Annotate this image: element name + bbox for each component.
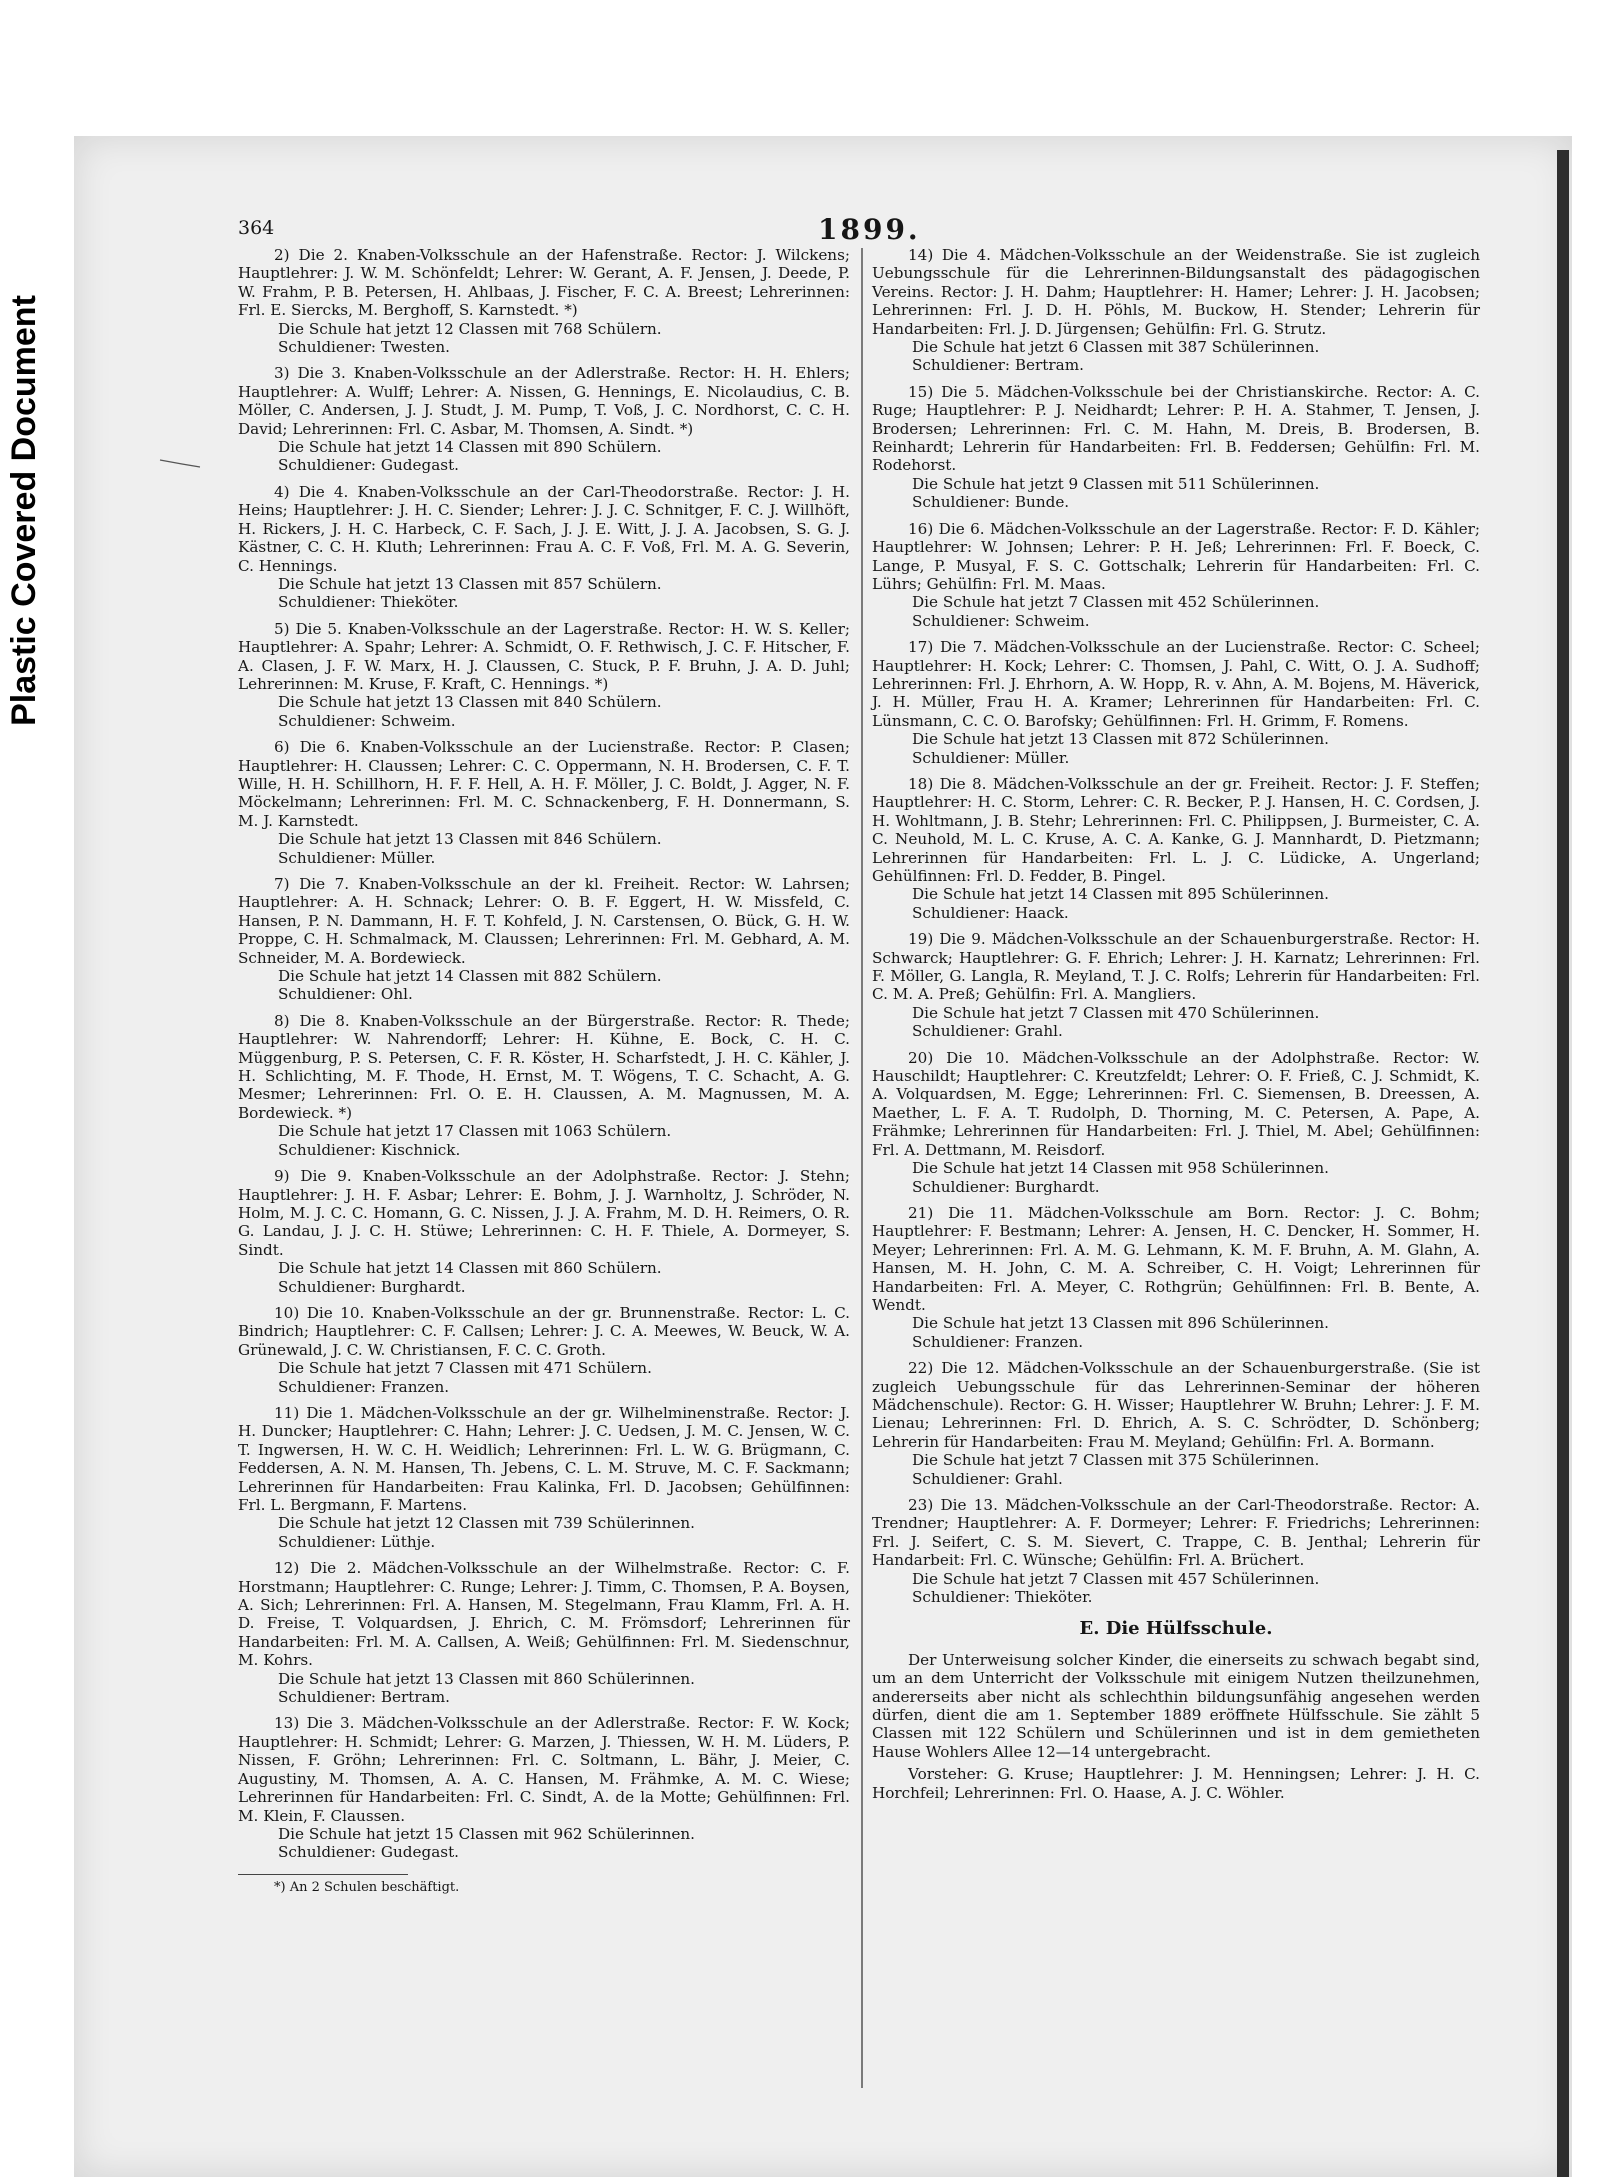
school-entry bbox=[238, 738, 850, 867]
school-staff: 15) Die 5. Mädchen-Volksschule bei der Christianskirche. Rector: A. C. Ruge; Hauptlehrer: P. J. Neidhardt; Lehrer: P. H. A. Stahmer, T. Jensen, J. Brodersen; Lehrerinnen: Frl. C. M. Hahn, M. Dreis, B. Brodersen, B. Reinhardt; Lehrerin für Handarbeiten: Frl. B. Feddersen; Gehülfin: Frl. M. Rodehorst. bbox=[872, 382, 1480, 475]
school-servant: Schuldiener: Burghardt. bbox=[912, 1177, 1100, 1196]
school-servant: Schuldiener: Gudegast. bbox=[278, 456, 459, 475]
school-entry bbox=[872, 1359, 1480, 1488]
school-staff: 5) Die 5. Knaben-Volksschule an der Lagerstraße. Rector: H. W. S. Keller; Hauptlehrer: A. Spahr; Lehrer: A. Schmidt, O. F. Rethwisch, J. C. F. Hitscher, F. A. Clasen, J. F. W. Marx, H. J. Claussen, C. Stuck, P. F. Bruhn, J. A. D. Juhl; Lehrerinnen: M. Kruse, F. Kraft, C. Hennings. *) bbox=[238, 619, 850, 693]
section-body: Der Unterweisung solcher Kinder, die einerseits zu schwach begabt sind, um an dem Unterricht der Volksschule mit einigem Nutzen theilzunehmen, andererseits aber nicht als schlechthin bildungsunfähig angesehen werden dürfen, dient die am 1. September 1889 eröffnete Hülfsschule. Sie zählt 5 Classen mit 122 Schülern und Schülerinnen und ist in dem gemietheten Hause Wohlers Allee 12—14 untergebracht. bbox=[872, 1650, 1480, 1761]
school-count: Die Schule hat jetzt 13 Classen mit 857 Schülern. bbox=[278, 574, 662, 593]
school-staff: 20) Die 10. Mädchen-Volksschule an der Adolphstraße. Rector: W. Hauschildt; Hauptlehrer: C. Kreutzfeldt; Lehrer: O. F. Frieß, C. J. Schmidt, K. A. Volquardsen, M. Egge; Lehrerinnen: Frl. C. Siemensen, B. Dreessen, A. Maether, L. F. A. T. Rudolph, D. Thorning, M. C. Petersen, A. Pape, A. Frähmke; Lehrerinnen für Handarbeiten: Frl. J. Thiel, M. Abel; Gehülfinnen: Frl. A. Dettmann, M. Reisdorf. bbox=[872, 1048, 1480, 1159]
school-entry bbox=[238, 620, 850, 730]
school-count: Die Schule hat jetzt 7 Classen mit 457 Schülerinnen. bbox=[912, 1569, 1320, 1588]
school-staff: 18) Die 8. Mädchen-Volksschule an der gr. Freiheit. Rector: J. F. Steffen; Hauptlehrer: H. C. Storm, Lehrer: C. R. Becker, P. J. Hansen, H. C. Cordsen, J. H. Wohltmann, J. B. Stehr; Lehrerinnen: Frl. C. Philippsen, J. Burmeister, C. A. C. Neuhold, M. L. C. Kruse, A. C. A. Kanke, G. J. Mannhardt, D. Pietzmann; Lehrerinnen für Handarbeiten: Frl. L. J. C. Lüdicke, A. Ungerland; Gehülfinnen: Frl. D. Fedder, B. Pingel. bbox=[872, 774, 1480, 885]
school-count: Die Schule hat jetzt 7 Classen mit 375 Schülerinnen. bbox=[912, 1451, 1320, 1470]
school-servant: Schuldiener: Bertram. bbox=[912, 356, 1084, 375]
school-count: Die Schule hat jetzt 13 Classen mit 846 Schülern. bbox=[278, 830, 662, 849]
school-count: Die Schule hat jetzt 12 Classen mit 768 Schülern. bbox=[278, 319, 662, 338]
school-servant: Schuldiener: Franzen. bbox=[278, 1377, 450, 1396]
school-servant: Schuldiener: Bertram. bbox=[278, 1688, 450, 1707]
school-servant: Schuldiener: Schweim. bbox=[278, 711, 456, 730]
school-entry bbox=[872, 775, 1480, 922]
school-count: Die Schule hat jetzt 7 Classen mit 471 Schülern. bbox=[278, 1359, 652, 1378]
school-servant: Schuldiener: Grahl. bbox=[912, 1469, 1063, 1488]
school-count: Die Schule hat jetzt 6 Classen mit 387 Schülerinnen. bbox=[912, 338, 1320, 357]
school-entry bbox=[238, 246, 850, 356]
pencil-mark bbox=[158, 458, 202, 468]
school-servant: Schuldiener: Müller. bbox=[912, 748, 1070, 767]
school-staff: 16) Die 6. Mädchen-Volksschule an der Lagerstraße. Rector: F. D. Kähler; Hauptlehrer: W. Johnsen; Lehrer: P. H. Jeß; Lehrerinnen: Frl. F. Boeck, C. Lange, P. Musyal, F. S. C. Gottschalk; Lehrerin für Handarbeiten: Frl. C. Lührs; Gehülfin: Frl. M. Maas. bbox=[872, 519, 1480, 593]
school-servant: Schuldiener: Bunde. bbox=[912, 493, 1070, 512]
school-staff: 13) Die 3. Mädchen-Volksschule an der Adlerstraße. Rector: F. W. Kock; Hauptlehrer: H. Schmidt; Lehrer: G. Marzen, J. Thiessen, W. H. M. Lüders, P. Nissen, F. Gröhn; Lehrerinnen: Frl. C. Soltmann, L. Bähr, J. Meier, C. Augustiny, M. Thomsen, A. A. C. Hansen, M. Frähmke, A. M. C. Wiese; Lehrerinnen für Handarbeiten: Frl. C. Sindt, A. de la Motte; Gehülfinnen: Frl. M. Klein, F. Claussen. bbox=[238, 1714, 850, 1825]
school-count: Die Schule hat jetzt 12 Classen mit 739 Schülerinnen. bbox=[278, 1514, 695, 1533]
school-count: Die Schule hat jetzt 7 Classen mit 452 Schülerinnen. bbox=[912, 593, 1320, 612]
school-entry bbox=[872, 383, 1480, 512]
school-staff: 23) Die 13. Mädchen-Volksschule an der Carl-Theodorstraße. Rector: A. Trendner; Hauptlehrer: A. F. Dormeyer; Lehrer: F. Friedrichs; Lehrerinnen: Frl. J. Seifert, C. S. M. Sievert, C. Trappe, C. B. Jenthal; Lehrerin für Handarbeit: Frl. C. Wünsche; Gehülfin: Frl. A. Brüchert. bbox=[872, 1496, 1480, 1570]
school-count: Die Schule hat jetzt 13 Classen mit 840 Schülern. bbox=[278, 693, 662, 712]
school-servant: Schuldiener: Ohl. bbox=[278, 985, 413, 1004]
school-staff: 3) Die 3. Knaben-Volksschule an der Adlerstraße. Rector: H. H. Ehlers; Hauptlehrer: A. Wulff; Lehrer: A. Nissen, G. Hennings, E. Nicolaudius, C. B. Möller, C. Andersen, J. J. Studt, J. M. Pump, T. Voß, J. C. Nordhorst, C. C. H. David; Lehrerinnen: Frl. C. Asbar, M. Thomsen, A. Sindt. *) bbox=[238, 364, 850, 438]
school-count: Die Schule hat jetzt 13 Classen mit 896 Schülerinnen. bbox=[912, 1314, 1329, 1333]
school-entry bbox=[872, 1049, 1480, 1196]
school-count: Die Schule hat jetzt 14 Classen mit 860 Schülern. bbox=[278, 1259, 662, 1278]
school-entry bbox=[872, 930, 1480, 1040]
right-column bbox=[872, 246, 1480, 1802]
school-count: Die Schule hat jetzt 13 Classen mit 872 Schülerinnen. bbox=[912, 730, 1329, 749]
school-staff: 22) Die 12. Mädchen-Volksschule an der Schauenburgerstraße. (Sie ist zugleich Uebungsschule für das Lehrerinnen-Seminar der höheren Mädchenschule). Rector: G. H. Wisser; Hauptlehrer W. Bruhn; Lehrer: J. F. M. Lienau; Lehrerinnen: Frl. D. Ehrich, A. S. C. Schrödter, D. Schönberg; Lehrerin für Handarbeiten: Frau M. Meyland; Gehülfin: Frl. A. Bormann. bbox=[872, 1359, 1480, 1451]
page-edge bbox=[1557, 150, 1569, 2177]
footnote: *) An 2 Schulen beschäftigt. bbox=[274, 1879, 460, 1895]
school-servant: Schuldiener: Burghardt. bbox=[278, 1277, 466, 1296]
footnote-rule bbox=[238, 1874, 408, 1875]
school-entry bbox=[872, 1204, 1480, 1351]
page-number: 364 bbox=[238, 217, 275, 239]
school-count: Die Schule hat jetzt 14 Classen mit 958 Schülerinnen. bbox=[912, 1159, 1329, 1178]
school-entry bbox=[238, 1304, 850, 1396]
school-entry bbox=[872, 638, 1480, 767]
school-staff: 6) Die 6. Knaben-Volksschule an der Lucienstraße. Rector: P. Clasen; Hauptlehrer: H. Claussen; Lehrer: C. C. Oppermann, N. H. Brodersen, C. F. T. Wille, H. H. Schillhorn, H. F. F. Hell, A. H. F. Möller, J. C. Boldt, J. Agger, N. F. Möckelmann; Lehrerinnen: Frl. M. C. Schnackenberg, F. H. Donnermann, S. M. J. Karnstedt. bbox=[238, 738, 850, 830]
school-staff: 19) Die 9. Mädchen-Volksschule an der Schauenburgerstraße. Rector: H. Schwarck; Hauptlehrer: G. F. Ehrich; Lehrer: J. H. Karnatz; Lehrerinnen: Frl. F. Möller, G. Langla, R. Meyland, T. J. C. Rolfs; Lehrerin für Handarbeiten: Frl. C. M. A. Preß; Gehülfin: Frl. A. Mangliers. bbox=[872, 930, 1480, 1004]
school-servant: Schuldiener: Thieköter. bbox=[278, 593, 459, 612]
school-entry bbox=[238, 483, 850, 612]
school-staff: 11) Die 1. Mädchen-Volksschule an der gr. Wilhelminenstraße. Rector: J. H. Duncker; Hauptlehrer: C. Hahn; Lehrer: J. C. Uedsen, J. M. C. Jensen, W. C. T. Ingwersen, H. W. C. H. Weidlich; Lehrerinnen: Frl. L. W. G. Brügmann, C. Feddersen, A. N. M. Hansen, Th. Jebens, C. L. M. Struve, M. C. F. Sackmann; Lehrerinnen für Handarbeiten: Frau Kalinka, Frl. D. Jacobsen; Gehülfinnen: Frl. L. Bergmann, F. Martens. bbox=[238, 1403, 850, 1514]
school-staff: 8) Die 8. Knaben-Volksschule an der Bürgerstraße. Rector: R. Thede; Hauptlehrer: W. Nahrendorff; Lehrer: H. Kühne, E. Bock, C. H. C. Müggenburg, P. S. Petersen, C. F. R. Köster, H. Scharfstedt, J. H. C. Kähler, J. H. Schlichting, M. F. Thode, H. Ernst, M. T. Wögens, T. C. Schacht, A. G. Mesmer; Lehrerinnen: Frl. O. E. H. Claussen, A. M. Magnussen, M. A. Bordewieck. *) bbox=[238, 1011, 850, 1122]
school-count: Die Schule hat jetzt 7 Classen mit 470 Schülerinnen. bbox=[912, 1003, 1320, 1022]
school-staff: 7) Die 7. Knaben-Volksschule an der kl. Freiheit. Rector: W. Lahrsen; Hauptlehrer: A. H. Schnack; Lehrer: O. B. F. Eggert, H. W. Missfeld, C. Hansen, P. N. Dammann, H. F. T. Kohfeld, J. N. Carstensen, O. Bück, G. H. W. Proppe, C. H. Schmalmack, M. Claussen; Lehrerinnen: Frl. M. Gebhard, A. M. Schneider, M. A. Bordewieck. bbox=[238, 875, 850, 967]
side-label bbox=[0, 200, 48, 820]
school-count: Die Schule hat jetzt 9 Classen mit 511 Schülerinnen. bbox=[912, 474, 1320, 493]
school-staff: 4) Die 4. Knaben-Volksschule an der Carl-Theodorstraße. Rector: J. H. Heins; Hauptlehrer: J. H. C. Siender; Lehrer: J. J. C. Schnitger, F. C. J. Willhöft, H. Rickers, J. H. C. Harbeck, C. F. Sach, J. J. E. Witt, J. J. A. Jacobsen, S. G. J. Kästner, C. C. H. Kluth; Lehrerinnen: Frau A. C. F. Voß, Frl. M. A. G. Severin, C. Hennings. bbox=[238, 482, 850, 575]
right-entries bbox=[872, 246, 1480, 1606]
school-entry bbox=[872, 246, 1480, 375]
school-staff: 17) Die 7. Mädchen-Volksschule an der Lucienstraße. Rector: C. Scheel; Hauptlehrer: H. Kock; Lehrer: C. Thomsen, J. Pahl, C. Witt, O. J. A. Sudhoff; Lehrerinnen: Frl. J. Ehrhorn, A. W. Hopp, R. v. Ahn, A. M. Bojens, M. Häverick, J. H. Müller, Frau H. A. Kramer; Lehrerinnen für Handarbeiten: Frl. C. Lünsmann, C. C. O. Barofsky; Gehülfinnen: Frl. H. Grimm, F. Romens. bbox=[872, 638, 1480, 730]
school-servant: Schuldiener: Franzen. bbox=[912, 1332, 1084, 1351]
school-entry bbox=[238, 1404, 850, 1551]
school-servant: Schuldiener: Thieköter. bbox=[912, 1588, 1093, 1607]
school-staff: 14) Die 4. Mädchen-Volksschule an der Weidenstraße. Sie ist zugleich Uebungsschule für die Lehrerinnen-Bildungsanstalt des pädagogischen Vereins. Rector: J. H. Dahm; Hauptlehrer: H. Hamer; Lehrer: J. H. Jacobsen; Lehrerinnen: Frl. J. D. H. Pöhls, M. Buckow, H. Stender; Lehrerin für Handarbeiten: Frl. J. D. Jürgensen; Gehülfin: Frl. G. Strutz. bbox=[872, 246, 1480, 338]
school-entry bbox=[872, 520, 1480, 630]
school-entry bbox=[238, 875, 850, 1004]
school-count: Die Schule hat jetzt 14 Classen mit 882 Schülern. bbox=[278, 967, 662, 986]
school-servant: Schuldiener: Müller. bbox=[278, 848, 436, 867]
section-staff: Vorsteher: G. Kruse; Hauptlehrer: J. M. Henningsen; Lehrer: J. H. C. Horchfeil; Lehrerinnen: Frl. O. Haase, A. J. C. Wöhler. bbox=[872, 1765, 1480, 1802]
school-count: Die Schule hat jetzt 17 Classen mit 1063 Schülern. bbox=[278, 1122, 672, 1141]
school-entry bbox=[872, 1496, 1480, 1606]
side-label-text: Plastic Covered Document bbox=[4, 294, 43, 726]
left-entries bbox=[238, 246, 850, 1862]
school-entry bbox=[238, 1559, 850, 1706]
school-staff: 21) Die 11. Mädchen-Volksschule am Born. Rector: J. C. Bohm; Hauptlehrer: F. Bestmann; Lehrer: A. Jensen, H. C. Dencker, H. Sommer, H. Meyer; Lehrerinnen: Frl. A. M. G. Lehmann, K. M. F. Bruhn, A. M. Glahn, A. Hansen, M. H. John, C. M. A. Schreiber, C. H. Voigt; Lehrerinnen für Handarbeiten: Frl. A. Meyer, C. Rothgrün; Gehülfinnen: Frl. B. Bente, A. Wendt. bbox=[872, 1203, 1480, 1314]
school-entry bbox=[238, 364, 850, 474]
school-staff: 9) Die 9. Knaben-Volksschule an der Adolphstraße. Rector: J. Stehn; Hauptlehrer: J. H. F. Asbar; Lehrer: E. Bohm, J. J. Warnholtz, J. Schröder, N. Holm, M. J. C. C. Homann, G. C. Nissen, J. J. A. Frahm, M. D. H. Reimers, O. R. G. Landau, J. J. C. H. Stüwe; Lehrerinnen: C. H. F. Thiele, A. Dormeyer, S. Sindt. bbox=[238, 1167, 850, 1259]
column-divider bbox=[861, 248, 863, 2088]
school-entry bbox=[238, 1714, 850, 1861]
school-entry bbox=[238, 1012, 850, 1159]
school-servant: Schuldiener: Schweim. bbox=[912, 611, 1090, 630]
school-servant: Schuldiener: Twesten. bbox=[278, 338, 450, 357]
section-title: E. Die Hülfsschule. bbox=[1079, 1618, 1273, 1640]
school-servant: Schuldiener: Lüthje. bbox=[278, 1532, 436, 1551]
school-count: Die Schule hat jetzt 14 Classen mit 895 Schülerinnen. bbox=[912, 885, 1329, 904]
school-staff: 12) Die 2. Mädchen-Volksschule an der Wilhelmstraße. Rector: C. F. Horstmann; Hauptlehrer: C. Runge; Lehrer: J. Timm, C. Thomsen, P. A. Boysen, A. Sich; Lehrerinnen: Frl. A. Hansen, M. Stegelmann, Frau Klamm, Frl. A. H. D. Freise, T. Volquardsen, J. Ehrich, C. M. Frömsdorf; Lehrerinnen für Handarbeiten: Frl. M. A. Callsen, A. Weiß; Gehülfinnen: Frl. M. Siedenschnur, M. Kohrs. bbox=[238, 1559, 850, 1670]
school-count: Die Schule hat jetzt 15 Classen mit 962 Schülerinnen. bbox=[278, 1824, 695, 1843]
school-staff: 10) Die 10. Knaben-Volksschule an der gr. Brunnenstraße. Rector: L. C. Bindrich; Hauptlehrer: C. F. Callsen; Lehrer: J. C. A. Meewes, W. Beuck, W. A. Grünewald, J. C. W. Christiansen, F. C. C. Groth. bbox=[238, 1303, 850, 1359]
school-count: Die Schule hat jetzt 13 Classen mit 860 Schülerinnen. bbox=[278, 1669, 695, 1688]
school-servant: Schuldiener: Kischnick. bbox=[278, 1140, 461, 1159]
school-staff: 2) Die 2. Knaben-Volksschule an der Hafenstraße. Rector: J. Wilckens; Hauptlehrer: J. W. M. Schönfeldt; Lehrer: W. Gerant, A. F. Jensen, J. Deede, P. W. Frahm, P. B. Petersen, H. Ahlbaas, J. Fischer, F. C. A. Breest; Lehrerinnen: Frl. E. Siercks, M. Berghoff, S. Karnstedt. *) bbox=[238, 246, 850, 320]
school-servant: Schuldiener: Gudegast. bbox=[278, 1843, 459, 1862]
school-servant: Schuldiener: Haack. bbox=[912, 903, 1069, 922]
page-year: 1899. bbox=[818, 213, 921, 246]
left-column bbox=[238, 246, 850, 1897]
school-count: Die Schule hat jetzt 14 Classen mit 890 Schülern. bbox=[278, 438, 662, 457]
school-entry bbox=[238, 1167, 850, 1296]
school-servant: Schuldiener: Grahl. bbox=[912, 1022, 1063, 1041]
page-header bbox=[238, 213, 1478, 247]
